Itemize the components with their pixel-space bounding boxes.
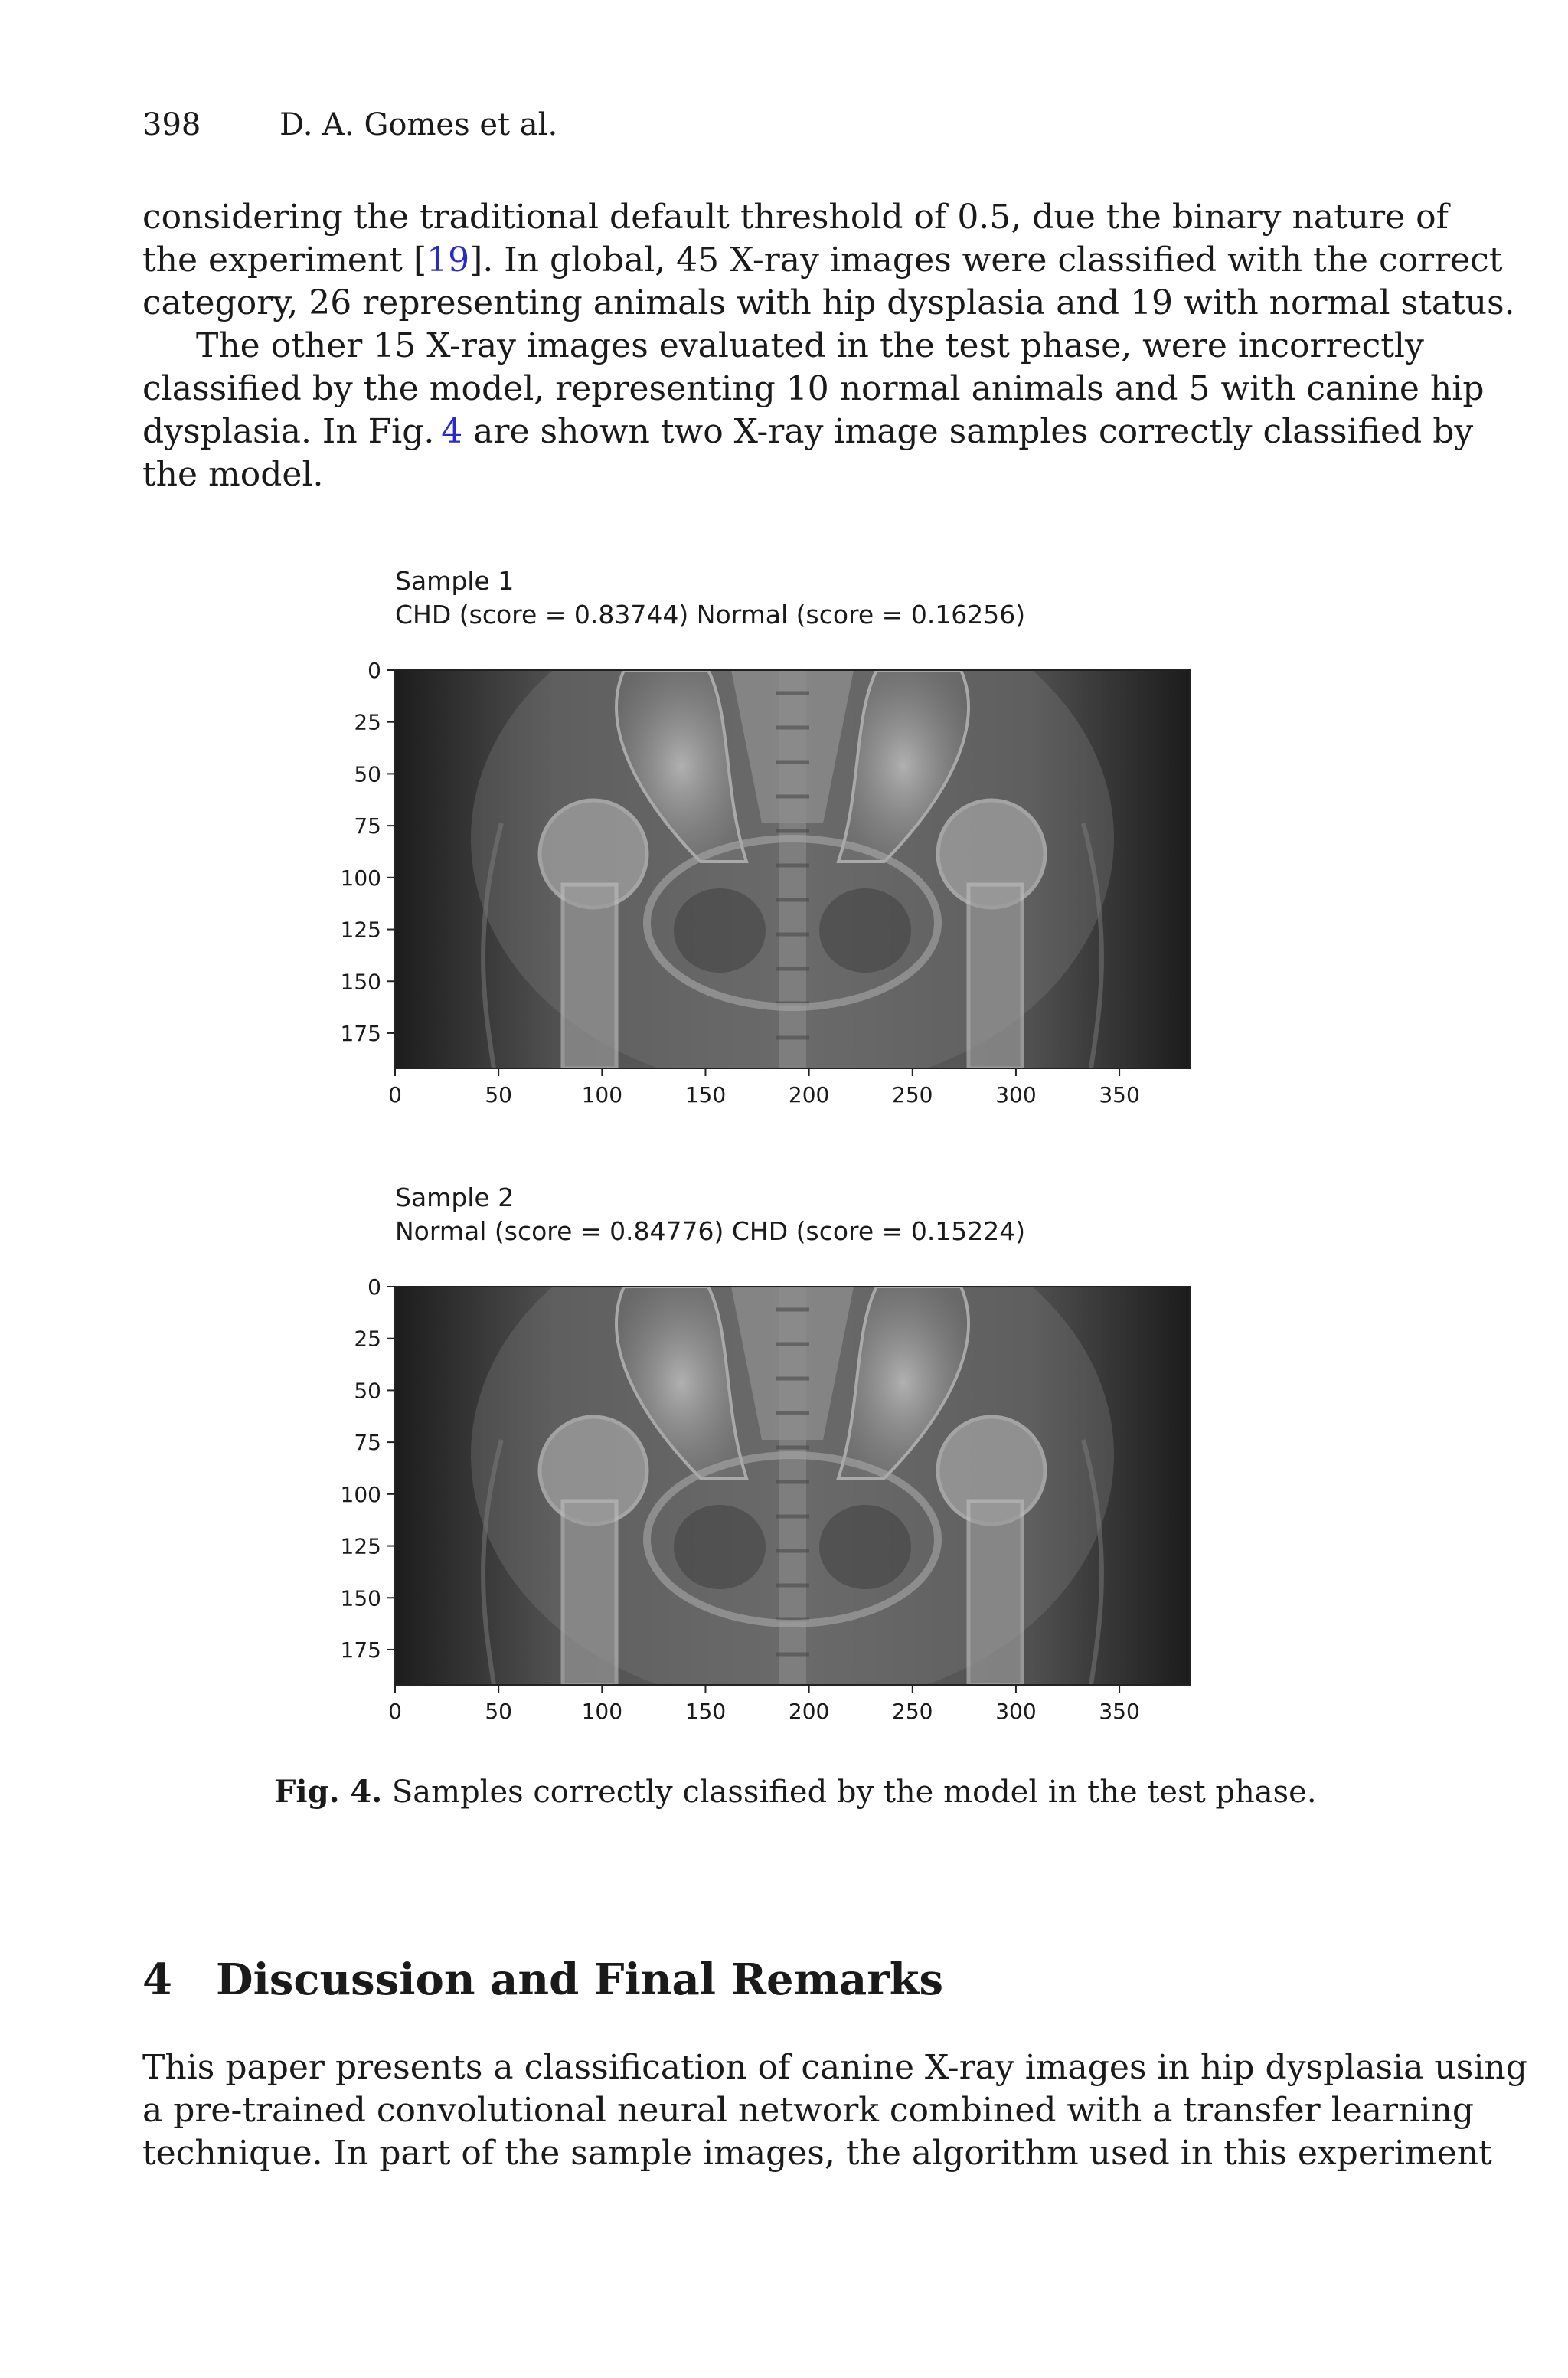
- y-tick-label: 75: [354, 813, 381, 839]
- x-tick-label: 50: [485, 1699, 512, 1724]
- figure-label: Fig. 4.: [274, 1774, 383, 1810]
- figure-caption: [274, 1774, 1317, 1810]
- y-tick-label: 150: [340, 1585, 381, 1611]
- y-tick-label: 175: [340, 1020, 381, 1046]
- x-tick-label: 350: [1099, 1082, 1140, 1107]
- section-number: 4: [142, 1954, 172, 2005]
- x-tick-label: 150: [684, 1699, 727, 1724]
- text-fragment: dysplasia. In Fig.: [142, 412, 442, 451]
- sample-2-plot: [322, 1183, 1225, 1742]
- x-tick-label: 350: [1099, 1699, 1140, 1724]
- paragraph-2-line-3: [142, 411, 1474, 453]
- y-tick-label: 0: [368, 658, 381, 683]
- running-head-authors: D. A. Gomes et al.: [279, 107, 558, 142]
- paragraph-1-line-2: [142, 239, 1503, 282]
- citation-link-19[interactable]: 19: [426, 240, 470, 280]
- y-tick-label: 50: [354, 1378, 381, 1404]
- y-tick-label: 75: [354, 1430, 381, 1456]
- paragraph-1-line-3: category, 26 representing animals with hip dysplasia and 19 with normal status.: [142, 283, 1515, 322]
- text-fragment: the experiment [: [142, 240, 427, 280]
- sample-title: Sample 2: [395, 1182, 514, 1212]
- x-tick-label: 250: [892, 1082, 933, 1107]
- sample-scores: CHD (score = 0.83744) Normal (score = 0.16256): [395, 600, 1026, 630]
- y-tick-label: 0: [368, 1274, 381, 1300]
- running-head: [142, 107, 557, 142]
- paragraph-3-line-2: a pre-trained convolutional neural network combined with a transfer learning: [142, 2091, 1474, 2130]
- x-tick-label: 150: [684, 1082, 727, 1107]
- paragraph-1-line-1: considering the traditional default threshold of 0.5, due the binary nature of: [142, 198, 1449, 237]
- paragraph-2-line-4: the model.: [142, 455, 324, 494]
- x-tick-label: 100: [581, 1082, 623, 1107]
- figure-panel-sample-2: [322, 1183, 1225, 1742]
- paragraph-3: [142, 2046, 1527, 2175]
- figure-panel-sample-1: [322, 567, 1225, 1126]
- paragraph-2-line-2: classified by the model, representing 10 normal animals and 5 with canine hip: [142, 369, 1485, 408]
- x-tick-label: 200: [788, 1699, 830, 1724]
- paragraph-3-line-1: This paper presents a classification of canine X-ray images in hip dysplasia using: [142, 2048, 1527, 2087]
- section-title: Discussion and Final Remarks: [216, 1954, 944, 2005]
- y-tick-label: 100: [340, 1481, 381, 1507]
- page-number: 398: [142, 107, 201, 142]
- x-tick-label: 300: [995, 1082, 1037, 1107]
- x-tick-label: 0: [388, 1082, 402, 1107]
- y-tick-label: 50: [354, 761, 381, 787]
- sample-scores: Normal (score = 0.84776) CHD (score = 0.15224): [395, 1216, 1026, 1246]
- text-fragment: ]. In global, 45 X-ray images were classified with the correct: [469, 240, 1503, 280]
- y-tick-label: 150: [340, 969, 381, 995]
- paragraph-3-line-3: technique. In part of the sample images, the algorithm used in this experiment: [142, 2134, 1492, 2173]
- x-tick-label: 200: [788, 1082, 830, 1107]
- x-tick-label: 100: [581, 1699, 623, 1724]
- x-tick-label: 0: [388, 1699, 402, 1724]
- sample-title: Sample 1: [395, 566, 514, 596]
- xray-image: [395, 586, 1190, 1091]
- x-tick-label: 50: [485, 1082, 512, 1107]
- y-tick-label: 175: [340, 1637, 381, 1663]
- xray-image: [395, 1202, 1190, 1708]
- paragraph-2-line-1: The other 15 X-ray images evaluated in the test phase, were incorrectly: [196, 326, 1424, 365]
- paragraph-2: [142, 325, 1485, 496]
- y-tick-label: 125: [340, 1533, 381, 1559]
- y-tick-label: 25: [354, 709, 381, 735]
- section-heading: [142, 1954, 943, 2005]
- sample-1-plot: [322, 567, 1225, 1126]
- paragraph-1: [142, 196, 1515, 325]
- y-tick-label: 25: [354, 1326, 381, 1352]
- x-tick-label: 300: [995, 1699, 1037, 1724]
- y-tick-label: 100: [340, 865, 381, 891]
- text-fragment: are shown two X-ray image samples correctly classified by: [462, 412, 1474, 451]
- figure-caption-text: Samples correctly classified by the model in the test phase.: [391, 1775, 1317, 1810]
- figure-link-4[interactable]: 4: [441, 412, 463, 451]
- y-tick-label: 125: [340, 917, 381, 943]
- x-tick-label: 250: [892, 1699, 933, 1724]
